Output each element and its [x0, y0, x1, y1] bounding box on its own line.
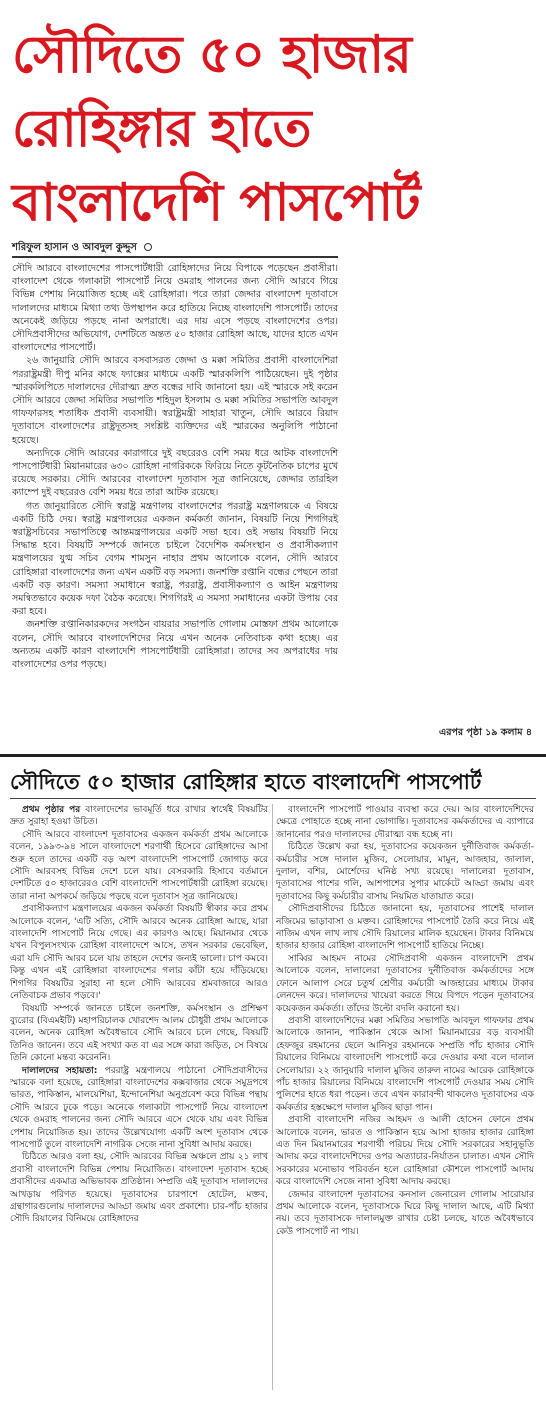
- column-paragraph: [276, 1114, 534, 1188]
- column-paragraph: [10, 804, 268, 829]
- body-paragraph: ২৬ জানুয়ারি সৌদি আরবে বসবাসরত জেদ্দা ও মক্কা সমিতির প্রবাসী বাংলাদেশিরা পররাষ্ট্রমন্ত্রী দীপু মনির কাছে ফ্যাক্সের মাধ্যমে একটি স্মারকলিপি পাঠিয়েছেন। দুই পৃষ্ঠার স্মারকলিপিতে দালালদের দৌরাত্ম্য দ্রুত বন্ধের দাবি জানানো হয়। এই স্মারকে সই করেন সৌদি আরবে জেদ্দা সমিতির সভাপতি শহিদুল ইসলাম ও মক্কা সমিতির সভাপতি আবদুল গাফফারসহ শতাধিক প্রবাসী ব্যবসায়ী। স্বরাষ্ট্রমন্ত্রী সাহারা খাতুন, সৌদি আরবে রিয়াদ দূতাবাসে বাংলাদেশের রাষ্ট্রদূতসহ সংশ্লিষ্ট ব্যক্তিদের এই স্মারকের অনুলিপি পাঠানো হয়েছে।: [12, 355, 338, 446]
- continuation-headline: সৌদিতে ৫০ হাজার রোহিঙ্গার হাতে বাংলাদেশি পাসপোর্ট: [10, 770, 482, 794]
- paragraph-text: প্রবাসীকল্যাণ মন্ত্রণালয়ের একজন কর্মকর্তা বিষয়টি স্বীকার করে প্রথম আলোকে বলেন, 'এটি সত্যি, সৌদি আরবে অনেক রোহিঙ্গা আছে, যারা বাংলাদেশি পাসপোর্ট নিয়ে গেছে। এর কারণও আছে। মিয়ানমার থেকে যখন বিপুলসংখ্যক রোহিঙ্গা বাংলাদেশে আসে, তখন সরকার ভেবেছিল, এরা যদি সৌদি আরব চলে যায় তাহলে দেশের জন্যই ভালো। চাপ কমবে। কিন্তু এখন এই রোহিঙ্গারা বাংলাদেশের গলার কাঁটা হয়ে দাঁড়িয়েছে। শিগগির বিষয়টির সুরাহা না হলে সৌদি আরবের শ্রমবাজারে আরও নেতিবাচক প্রভাব পড়বে।': [10, 904, 268, 1002]
- paragraph-text: জেদ্দার বাংলাদেশ দূতাবাসের কনসাল জেনারেল গোলাম সারোয়ার প্রথম আলোকে বলেন, দূতাবাসকে ঘিরে কিছু দালাল আছে, এটি মিথ্যা নয়। তবে দূতাবাসকে দালালমুক্ত রাখার চেষ্টা চলছে, যাতে অবৈধভাবে কেউ পাসপোর্ট না পায়।: [276, 1189, 534, 1237]
- column-paragraph: [276, 1189, 534, 1239]
- paragraph-lead: প্রথম পৃষ্ঠার পর: [22, 805, 86, 815]
- headline-line-1: সৌদিতে ৫০ হাজার: [12, 25, 411, 85]
- paragraph-text: প্রবাসী বাংলাদেশিদের মক্কা সমিতির সভাপতি আবদুল গাফফার প্রথম আলোকে জানান, পাকিস্তান থেকে আসা মিয়ানমারের বড় ব্যবসায়ী হেফজুর রহমানের ছেলে আনিসুর রহমানকে সম্প্রতি পাঁচ হাজার সৌদি রিয়ালের বিনিময়ে বাংলাদেশি পাসপোর্ট করে দেওয়ার কথা বলে দালাল সেলোয়ার। ২২ জানুয়ারি দালাল মুজিব তারুল নামের আরেক রোহিঙ্গাকে পাঁচ হাজার রিয়ালের বিনিময়ে বাংলাদেশি পাসপোর্ট দেওয়ার সময় সৌদি পুলিশের হাতে ধরা পড়েন। তবে এখন কারাবন্দী থাকলেও দূতাবাসের এক কর্মকর্তার হস্তক্ষেপে দালাল মুজিব ছাড়া পান।: [276, 1015, 534, 1113]
- article-body: [12, 262, 338, 671]
- paragraph-text: বাংলাদেশি পাসপোর্ট পাওয়ার ব্যবস্থা করে দেয়। আর বাংলাদেশিদের ক্ষেত্রে পোহাতে হচ্ছে নানা ভোগান্তি। দূতাবাসের কর্মকর্তাদের এ ব্যাপারে জানানোর পরও দালালদের দৌরাত্ম্য বন্ধ হচ্ছে না।: [276, 805, 534, 840]
- continuation-clipping: [4, 760, 542, 1400]
- column-paragraph: [10, 829, 268, 903]
- copyright-icon: [144, 243, 152, 251]
- continued-notice: এরপর পৃষ্ঠা ১৯ কলাম ৪: [439, 727, 532, 738]
- byline-text: শরিফুল হাসান ও আবদুল কুদ্দুস: [12, 242, 137, 253]
- column-paragraph: [276, 953, 534, 1015]
- column-paragraph: [276, 804, 534, 841]
- paragraph-text: প্রবাসী বাংলাদেশি নজির আহমদ ও আলী হোসেন ফোনে প্রথম আলোকে বলেন, ভারত ও পাকিস্তান হয়ে আসা হাজার হাজার রোহিঙ্গা এত দিন মিয়ানমারের শরণার্থী পরিচয় দিয়ে সৌদি সরকারের সহানুভূতি আদায় করে বাংলাদেশিদের ওপর অত্যাচার-নির্যাতন চালাত। এখন সৌদি সরকারের মনোভাব পরিবর্তন হলে রোহিঙ্গারা কৌশলে পাসপোর্ট আদায় করে বাংলাদেশি সেজে নানা সুবিধা আদায় করছে।: [276, 1115, 534, 1188]
- column-paragraph: [276, 841, 534, 903]
- byline: [12, 240, 152, 257]
- paragraph-text: চিঠিতে আরও বলা হয়, সৌদি আরবের বিভিন্ন অঞ্চলে প্রায় ২১ লাখ প্রবাসী বাংলাদেশি বিভিন্ন পেশায় নিয়োজিত। বাংলাদেশ দূতাবাস হচ্ছে প্রবাসীদের একমাত্র অভিভাবক প্রতিষ্ঠান। সম্প্রতি এই দূতাবাস দালালদের আখড়ায় পরিণত হয়েছে। দূতাবাসের চারপাশে হোটেল, মক্তব, গ্রন্থাগারগুলোয় দালালদের আড্ডা জমায় এবং প্রকাশ্যে। চার-পাঁচ হাজার সৌদি রিয়ালের বিনিময়ে রোহিঙ্গাদের: [10, 1152, 268, 1225]
- column-paragraph: [10, 1065, 268, 1152]
- byline-rule: [12, 256, 338, 258]
- column-paragraph: [276, 1015, 534, 1114]
- column-paragraph: [10, 1003, 268, 1065]
- paragraph-lead: দালালদের সহায়তা:: [22, 1065, 105, 1076]
- main-headline: [12, 18, 420, 240]
- headline-line-3: বাংলাদেশি পাসপোর্ট: [12, 173, 420, 233]
- column-paragraph: [276, 903, 534, 953]
- left-column: [10, 804, 268, 1226]
- right-column: [276, 804, 534, 1238]
- headline-rule: [10, 798, 536, 799]
- clipping-divider: [0, 754, 546, 757]
- column-rule: [272, 804, 273, 1390]
- paragraph-text: বাংলাদেশের ভাবমূর্তি ধরে রাখার স্বার্থেই বিষয়টির দ্রুত সুরাহা হওয়া উচিত।: [10, 805, 268, 828]
- front-page-clipping: [4, 0, 542, 752]
- paragraph-text: পররাষ্ট্র মন্ত্রণালয়ে পাঠানো সৌদিপ্রবাসীদের স্মারকে বলা হয়েছে, রোহিঙ্গারা বাংলাদেশের কক্সবাজার থেকে সমুদ্রপথে ভারত, পাকিস্তান, মালয়েশিয়া, ইন্দোনেশিয়া অনুপ্রবেশ করে বিভিন্ন পন্থায় সৌদি আরবে ঢুকে পড়ে। অনেকে গলাকাটা পাসপোর্ট নিয়ে বাংলাদেশ থেকে ওমরাহ পালনের জন্য সৌদি আরবে এসে থেকে যায় এবং বিভিন্ন পেশায় নিয়োজিত হয়। তাদের উল্লেখযোগ্য একটি অংশ দূতাবাস থেকে পাসপোর্ট তুলে বাংলাদেশি নাগরিক সেজে নানা সুবিধা আদায় করছে।: [10, 1065, 268, 1150]
- paragraph-text: বিষয়টি সম্পর্কে জানতে চাইলে জনশক্তি, কর্মসংস্থান ও প্রশিক্ষণ ব্যুরোর (বিএমইটি) মহাপরিচালক খোরশেদ আলম চৌধুরী প্রথম আলোকে বলেন, অনেক রোহিঙ্গা অবৈধভাবে সৌদি আরবে চলে গেছে, বিষয়টি তিনিও জানেন। তবে এই সংখ্যা কত বা এর সঙ্গে কারা জড়িত, সে বিষয়ে তিনি কোনো মন্তব্য করেননি।: [10, 1003, 268, 1064]
- body-paragraph: গত জানুয়ারিতে সৌদি স্বরাষ্ট্র মন্ত্রণালয় বাংলাদেশের পররাষ্ট্র মন্ত্রণালয়কে এ বিষয়ে একটি চিঠি দেয়। স্বরাষ্ট্র মন্ত্রণালয়ের একজন কর্মকর্তা জানান, বিষয়টি নিয়ে শিগগিরই স্বরাষ্ট্রসচিবের সভাপতিত্বে আন্তমন্ত্রণালয়ের একটি সভা হবে। ওই সভায় বিষয়টি নিয়ে সিদ্ধান্ত হবে। বিষয়টি সম্পর্কে জানতে চাইলে বৈদেশিক কর্মসংস্থান ও প্রবাসীকল্যাণ মন্ত্রণালয়ের যুগ্ম সচিব বেগম শামসুন নাহার প্রথম আলোকে বলেন, সৌদি আরবে রোহিঙ্গারা বাংলাদেশের জন্য এখন একটি বড় সমস্যা। জনশক্তি রপ্তানি বন্ধের পেছনে তারা একটি বড় কারণ। সমস্যা সমাধানে স্বরাষ্ট্র, পররাষ্ট্র, প্রবাসীকল্যাণ ও আইন মন্ত্রণালয় সমন্বিতভাবে কয়েক দফা বৈঠক করেছে। শিগগিরই এ সমস্যা সমাধানের একটা উপায় বের করা হবে।: [12, 500, 338, 618]
- column-paragraph: [10, 903, 268, 1002]
- body-paragraph: জনশক্তি রপ্তানিকারকদের সংগঠন বায়রার সভাপতি গোলাম মোস্তফা প্রথম আলোকে বলেন, সৌদি আরবে বাংলাদেশিদের নিয়ে এখন অনেক নেতিবাচক কথা হচ্ছে। এর অন্যতম একটি কারণ বাংলাদেশি পাসপোর্টধারী রোহিঙ্গারা। তাদের সব অপরাধের দায় বাংলাদেশের ওপর পড়ছে।: [12, 619, 338, 671]
- body-paragraph: সৌদি আরবে বাংলাদেশের পাসপোর্টধারী রোহিঙ্গাদের নিয়ে বিপাকে পড়েছেন প্রবাসীরা। বাংলাদেশ থেকে গলাকাটা পাসপোর্ট নিয়ে ওমরাহ পালনের জন্য সৌদি আরবে গিয়ে বিভিন্ন পেশায় নিয়োজিত হচ্ছে এই রোহিঙ্গারা। পরে তারা জেদ্দার বাংলাদেশ দূতাবাসে দালালদের মাধ্যমে মিথ্যা তথ্য উপস্থাপন করে হাতিয়ে নিচ্ছে বাংলাদেশি পাসপোর্ট। তাদের অনেকেই জড়িয়ে পড়ছে নানা অপরাধে। এর দায় এসে পড়ছে বাংলাদেশের ওপর। সৌদিপ্রবাসীদের অভিযোগ, দেশটিতে অন্তত ৫০ হাজার রোহিঙ্গা আছে, যাদের হাতে এখন বাংলাদেশের পাসপোর্ট।: [12, 263, 338, 354]
- paragraph-text: চিঠিতে উল্লেখ করা হয়, দূতাবাসের কয়েকজন দুর্নীতিবাজ কর্মকর্তা-কর্মচারীর সঙ্গে দালাল মুজিব, সেলোয়ার, মামুন, আজহার, জালাল, দুলাল, বশির, মোর্শেদের ঘনিষ্ঠ সখ্য রয়েছে। দালালেরা দূতাবাস, দূতাবাসের পাশের গলি, আশপাশের সুপার মার্কেটে আড্ডা জমায় এবং দূতাবাসের কিছু কর্মচারীর বাসায় নিয়মিত যাতায়াত করে।: [276, 842, 534, 902]
- paragraph-text: সাব্বির আহমদ নামের সৌদিপ্রবাসী একজন বাংলাদেশি প্রথম আলোকে বলেন, দালালেরা দূতাবাসের দুর্নীতিবাজ কর্মকর্তাদের সঙ্গে ফোনে আলাপ সেরে চতুর্থ শ্রেণীর কর্মচারী আজহারের মাধ্যমে টাকার লেনদেন করে। দালালদের খায়েরা করতে গিয়ে বিপদে পড়েন দূতাবাসের কয়েকজন কর্মকর্তা। তাঁদের উল্টো বদলি করানো হয়।: [276, 953, 534, 1014]
- headline-line-2: রোহিঙ্গার হাতে: [12, 99, 311, 159]
- paragraph-text: সৌদিপ্রবাসীদের চিঠিতে জানানো হয়, দূতাবাসের পাশেই দালাল নজিমের ভাড়াবাসা ও মক্তব। রোহিঙ্গাদের পাসপোর্ট তৈরি করে নিয়ে এই নাজিম এখন লাখ লাখ সৌদি রিয়ালের মালিক হয়েছেন। টাকার বিনিময়ে হাজার হাজার রোহিঙ্গা বাংলাদেশি পাসপোর্ট হাতিয়ে নিচ্ছে।: [276, 904, 534, 952]
- column-paragraph: [10, 1151, 268, 1225]
- paragraph-text: সৌদি আরবে বাংলাদেশ দূতাবাসের একজন কর্মকর্তা প্রথম আলোকে বলেন, ১৯৯৩-৯৪ সালে বাংলাদেশে শরণার্থী হিসেবে রোহিঙ্গাদের আসা শুরু হলে তাদের একটি বড় অংশ বাংলাদেশি পাসপোর্ট জোগাড় করে সৌদি আরবসহ বিভিন্ন দেশে চলে যায়। বেসরকারি হিসাবে বর্তমানে দেশটিতে ৫০ হাজারেরও বেশি বাংলাদেশি পাসপোর্টধারী রোহিঙ্গা রয়েছে। তারা নানা অপকর্মে জড়িয়ে পড়ছে বলে দূতাবাস সূত্র জানিয়েছে।: [10, 829, 268, 902]
- body-paragraph: অন্যদিকে সৌদি আরবের কারাগারে দুই বছরেরও বেশি সময় ধরে আটক বাংলাদেশি পাসপোর্টধারী মিয়ানমারের ৬৩০ রোহিঙ্গা নাগরিককে ফিরিয়ে নিতে কূটনৈতিক চাপের মুখে রয়েছে সরকার। সৌদি আরবের বাংলাদেশ দূতাবাস সূত্র জানিয়েছে, জেদ্দার তারহিল ক্যাম্পে দুই বছরেরও বেশি সময় ধরে তারা আটক রয়েছে।: [12, 447, 338, 499]
